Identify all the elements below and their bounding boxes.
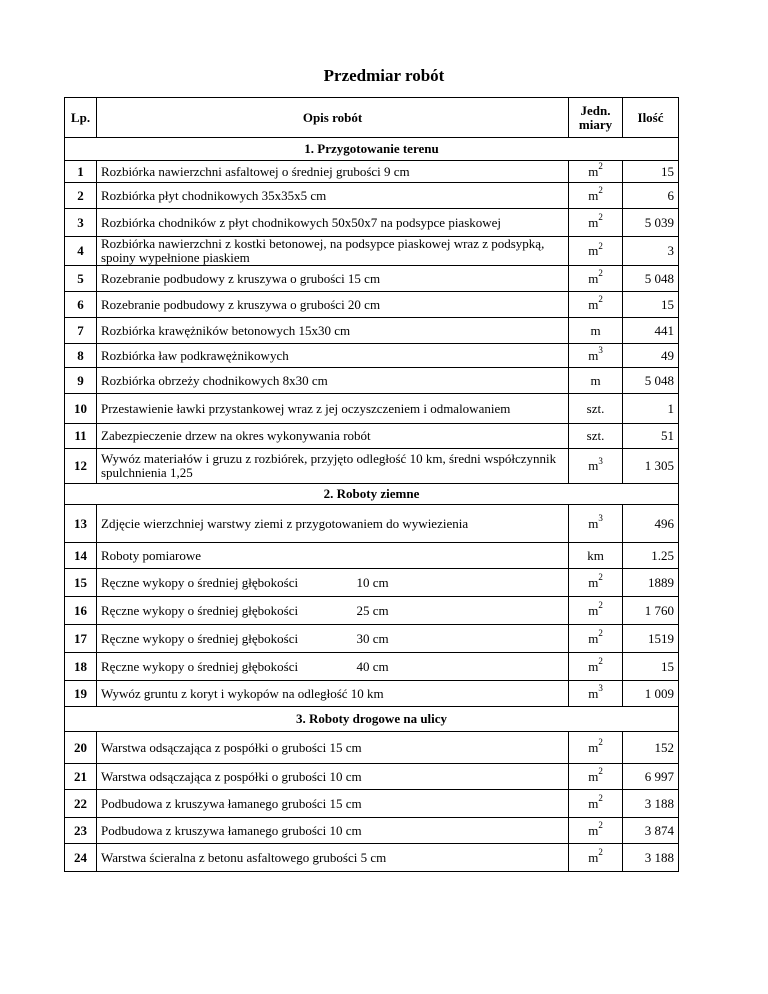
row-ilosc: 1889 xyxy=(623,569,679,597)
section-title: 2. Roboty ziemne xyxy=(65,484,679,505)
row-jm-exponent: 2 xyxy=(598,737,603,748)
table-row xyxy=(65,625,679,653)
row-lp: 20 xyxy=(65,732,97,764)
row-jm-exponent: 2 xyxy=(598,240,603,251)
row-lp: 10 xyxy=(65,394,97,424)
col-header-jm xyxy=(569,98,623,138)
col-header-jm-line2: miary xyxy=(578,116,613,132)
table-row xyxy=(65,569,679,597)
row-jm xyxy=(569,790,623,818)
row-jm-base: m xyxy=(588,822,599,838)
row-jm-exponent: 2 xyxy=(598,766,603,777)
row-jm xyxy=(569,505,623,543)
row-lp: 9 xyxy=(65,368,97,394)
table-row xyxy=(65,161,679,183)
row-jm xyxy=(569,394,623,424)
row-jm-base: m xyxy=(588,270,599,286)
row-lp: 22 xyxy=(65,790,97,818)
row-jm-exponent: 2 xyxy=(598,572,603,583)
row-dim: 10 cm xyxy=(353,569,569,597)
row-opis: Ręczne wykopy o średniej głębokości xyxy=(97,625,353,653)
row-dim: 30 cm xyxy=(353,625,569,653)
row-ilosc: 1 305 xyxy=(623,449,679,484)
table-row xyxy=(65,653,679,681)
table-row xyxy=(65,818,679,844)
section-title: 3. Roboty drogowe na ulicy xyxy=(65,707,679,732)
row-ilosc: 15 xyxy=(623,161,679,183)
row-ilosc: 5 048 xyxy=(623,266,679,292)
row-jm-base: szt. xyxy=(586,428,605,443)
row-opis: Zabezpieczenie drzew na okres wykonywania robót xyxy=(97,424,569,449)
table-row xyxy=(65,368,679,394)
row-jm-base: m xyxy=(588,849,599,865)
row-jm xyxy=(569,732,623,764)
row-ilosc: 1 xyxy=(623,394,679,424)
table-row xyxy=(65,318,679,344)
row-opis: Rozebranie podbudowy z kruszywa o grubości 20 cm xyxy=(97,292,569,318)
col-header-jm-line1: Jedn. xyxy=(580,102,611,118)
row-jm xyxy=(569,209,623,237)
row-jm-base: m xyxy=(588,630,599,646)
row-opis: Rozebranie podbudowy z kruszywa o grubości 15 cm xyxy=(97,266,569,292)
row-jm-exponent: 2 xyxy=(598,268,603,279)
row-lp: 1 xyxy=(65,161,97,183)
row-ilosc: 152 xyxy=(623,732,679,764)
row-jm-exponent: 2 xyxy=(598,628,603,639)
row-jm xyxy=(569,569,623,597)
row-opis: Warstwa odsączająca z pospółki o grubości 15 cm xyxy=(97,732,569,764)
row-jm xyxy=(569,183,623,209)
row-opis: Rozbiórka obrzeży chodnikowych 8x30 cm xyxy=(97,368,569,394)
row-ilosc: 3 xyxy=(623,237,679,266)
row-lp: 15 xyxy=(65,569,97,597)
table-row xyxy=(65,597,679,625)
row-jm-base: m xyxy=(588,574,599,590)
row-jm-base: m xyxy=(588,658,599,674)
row-jm xyxy=(569,844,623,872)
row-jm xyxy=(569,344,623,368)
row-jm-base: szt. xyxy=(586,400,605,416)
row-lp: 3 xyxy=(65,209,97,237)
row-ilosc: 6 997 xyxy=(623,764,679,790)
table-row xyxy=(65,344,679,368)
table-row xyxy=(65,844,679,872)
row-jm xyxy=(569,161,623,183)
row-lp: 6 xyxy=(65,292,97,318)
row-jm-exponent: 2 xyxy=(598,847,603,858)
row-ilosc: 51 xyxy=(623,424,679,449)
row-jm-base: m xyxy=(588,458,599,473)
row-opis: Ręczne wykopy o średniej głębokości xyxy=(97,597,353,625)
row-lp: 19 xyxy=(65,681,97,707)
row-jm xyxy=(569,543,623,569)
row-lp: 4 xyxy=(65,237,97,266)
row-jm-exponent: 3 xyxy=(598,513,603,524)
row-ilosc: 3 874 xyxy=(623,818,679,844)
section-header-row xyxy=(65,484,679,505)
row-ilosc: 1519 xyxy=(623,625,679,653)
row-jm-exponent: 2 xyxy=(598,212,603,223)
table-row xyxy=(65,394,679,424)
row-jm-exponent: 3 xyxy=(598,345,603,356)
row-opis: Ręczne wykopy o średniej głębokości xyxy=(97,569,353,597)
row-jm xyxy=(569,266,623,292)
row-ilosc: 1.25 xyxy=(623,543,679,569)
row-jm-base: m xyxy=(588,739,599,755)
row-opis: Rozbiórka płyt chodnikowych 35x35x5 cm xyxy=(97,183,569,209)
row-lp: 21 xyxy=(65,764,97,790)
table-row xyxy=(65,681,679,707)
row-lp: 13 xyxy=(65,505,97,543)
row-jm-exponent: 2 xyxy=(598,656,603,667)
row-opis: Rozbiórka nawierzchni asfaltowej o średniej grubości 9 cm xyxy=(97,161,569,183)
table-row xyxy=(65,292,679,318)
row-ilosc: 5 039 xyxy=(623,209,679,237)
row-jm-base: m xyxy=(588,243,599,258)
row-jm-base: m xyxy=(588,163,599,179)
row-jm-base: m xyxy=(588,187,599,203)
row-jm xyxy=(569,681,623,707)
row-opis: Warstwa ścieralna z betonu asfaltowego grubości 5 cm xyxy=(97,844,569,872)
row-ilosc: 1 760 xyxy=(623,597,679,625)
row-ilosc: 5 048 xyxy=(623,368,679,394)
col-header-opis: Opis robót xyxy=(97,98,569,138)
row-lp: 12 xyxy=(65,449,97,484)
row-opis: Rozbiórka krawężników betonowych 15x30 cm xyxy=(97,318,569,344)
row-lp: 11 xyxy=(65,424,97,449)
row-jm-base: m xyxy=(588,296,599,312)
row-opis: Rozbiórka nawierzchni z kostki betonowej, na podsypce piaskowej wraz z podsypką, spoiny wypełnione piaskiem xyxy=(97,237,569,266)
row-jm xyxy=(569,625,623,653)
table-row xyxy=(65,266,679,292)
row-jm-base: m xyxy=(588,602,599,618)
row-ilosc: 3 188 xyxy=(623,790,679,818)
row-lp: 7 xyxy=(65,318,97,344)
row-ilosc: 15 xyxy=(623,292,679,318)
row-jm-exponent: 2 xyxy=(598,185,603,196)
row-opis: Zdjęcie wierzchniej warstwy ziemi z przygotowaniem do wywiezienia xyxy=(97,505,569,543)
table-row xyxy=(65,237,679,266)
table-row xyxy=(65,449,679,484)
row-jm-base: m xyxy=(588,347,599,363)
row-ilosc: 6 xyxy=(623,183,679,209)
row-jm xyxy=(569,764,623,790)
row-opis: Wywóz gruntu z koryt i wykopów na odległość 10 km xyxy=(97,681,569,707)
page-title: Przedmiar robót xyxy=(323,66,445,85)
row-jm xyxy=(569,292,623,318)
row-jm-exponent: 2 xyxy=(598,600,603,611)
row-opis: Roboty pomiarowe xyxy=(97,543,569,569)
row-jm-exponent: 3 xyxy=(598,455,603,466)
row-opis: Przestawienie ławki przystankowej wraz z jej oczyszczeniem i odmalowaniem xyxy=(97,394,569,424)
row-lp: 8 xyxy=(65,344,97,368)
col-header-lp: Lp. xyxy=(65,98,97,138)
row-lp: 23 xyxy=(65,818,97,844)
row-opis: Wywóz materiałów i gruzu z rozbiórek, przyjęto odległość 10 km, średni współczynnik spulchnienia 1,25 xyxy=(97,449,569,484)
table-header-row xyxy=(65,98,679,138)
row-jm-base: m xyxy=(588,515,599,531)
row-opis: Rozbiórka chodników z płyt chodnikowych 50x50x7 na podsypce piaskowej xyxy=(97,209,569,237)
row-jm xyxy=(569,818,623,844)
row-ilosc: 496 xyxy=(623,505,679,543)
row-ilosc: 15 xyxy=(623,653,679,681)
row-jm xyxy=(569,237,623,266)
table-row xyxy=(65,543,679,569)
row-ilosc: 441 xyxy=(623,318,679,344)
row-jm-base: km xyxy=(587,547,604,563)
table-body xyxy=(65,138,679,872)
row-opis: Warstwa odsączająca z pospółki o grubości 10 cm xyxy=(97,764,569,790)
row-dim: 25 cm xyxy=(353,597,569,625)
row-jm-base: m xyxy=(588,795,599,811)
row-opis: Podbudowa z kruszywa łamanego grubości 15 cm xyxy=(97,790,569,818)
row-jm xyxy=(569,449,623,484)
section-header-row xyxy=(65,138,679,161)
table-row xyxy=(65,209,679,237)
row-jm xyxy=(569,653,623,681)
row-opis: Podbudowa z kruszywa łamanego grubości 10 cm xyxy=(97,818,569,844)
row-jm-base: m xyxy=(588,685,599,701)
row-jm-exponent: 2 xyxy=(598,294,603,305)
row-lp: 14 xyxy=(65,543,97,569)
row-jm-base: m xyxy=(588,214,599,230)
table-row xyxy=(65,424,679,449)
section-header-row xyxy=(65,707,679,732)
row-jm xyxy=(569,318,623,344)
row-jm-exponent: 3 xyxy=(598,683,603,694)
row-jm-base: m xyxy=(590,372,601,388)
row-ilosc: 3 188 xyxy=(623,844,679,872)
row-lp: 17 xyxy=(65,625,97,653)
row-ilosc: 1 009 xyxy=(623,681,679,707)
row-lp: 24 xyxy=(65,844,97,872)
row-jm xyxy=(569,368,623,394)
table-row xyxy=(65,790,679,818)
row-lp: 2 xyxy=(65,183,97,209)
row-lp: 16 xyxy=(65,597,97,625)
table-row xyxy=(65,183,679,209)
row-jm-exponent: 2 xyxy=(598,793,603,804)
row-lp: 5 xyxy=(65,266,97,292)
row-jm xyxy=(569,424,623,449)
row-opis: Ręczne wykopy o średniej głębokości xyxy=(97,653,353,681)
row-ilosc: 49 xyxy=(623,344,679,368)
table-row xyxy=(65,764,679,790)
row-dim: 40 cm xyxy=(353,653,569,681)
przedmiar-table xyxy=(64,97,679,872)
row-lp: 18 xyxy=(65,653,97,681)
row-opis: Rozbiórka ław podkrawężnikowych xyxy=(97,344,569,368)
table-row xyxy=(65,732,679,764)
section-title: 1. Przygotowanie terenu xyxy=(65,138,679,161)
row-jm-base: m xyxy=(590,322,601,338)
col-header-ilosc: Ilość xyxy=(623,98,679,138)
row-jm xyxy=(569,597,623,625)
row-jm-exponent: 2 xyxy=(598,820,603,831)
row-jm-base: m xyxy=(588,768,599,784)
table-row xyxy=(65,505,679,543)
row-jm-exponent: 2 xyxy=(598,161,603,172)
